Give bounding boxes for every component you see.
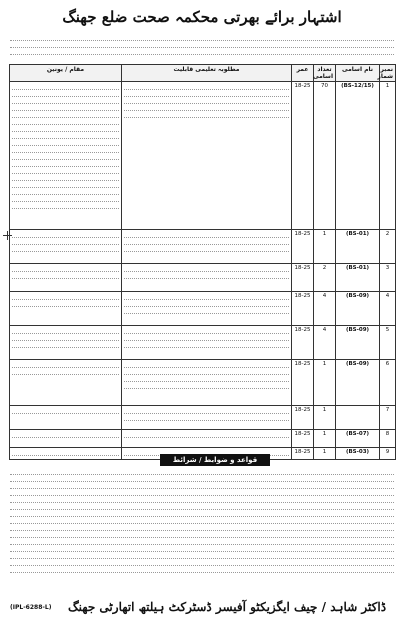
count-cell: 70	[314, 82, 336, 230]
count-cell: 2	[314, 264, 336, 292]
serial-cell: 9	[380, 448, 396, 460]
age-cell: 18-25	[292, 264, 314, 292]
signature-block: ڈاکٹر شاہد / چیف ایگزیکٹو آفیسر ڈسٹرکٹ ہیلتھ اتھارٹی جھنگ	[67, 600, 387, 614]
count-cell: 1	[314, 406, 336, 430]
count-cell: 4	[314, 292, 336, 326]
qualification-cell	[122, 82, 292, 230]
location-cell	[10, 230, 122, 264]
table-row	[10, 264, 396, 292]
serial-cell: 6	[380, 360, 396, 406]
post-cell: (BS-03)	[336, 448, 380, 460]
header-post: نام اسامی	[336, 65, 380, 82]
serial-cell: 1	[380, 82, 396, 230]
qualification-cell	[122, 406, 292, 430]
qualification-cell	[122, 230, 292, 264]
header-location: مقام / یونین	[10, 65, 122, 82]
vacancy-table	[9, 64, 396, 460]
table-row	[10, 292, 396, 326]
age-cell: 18-25	[292, 292, 314, 326]
post-cell	[336, 406, 380, 430]
age-cell: 18-25	[292, 430, 314, 448]
rules-list	[10, 468, 394, 586]
serial-cell: 2	[380, 230, 396, 264]
table-row	[10, 82, 396, 230]
count-cell: 1	[314, 230, 336, 264]
location-cell	[10, 82, 122, 230]
table-row	[10, 430, 396, 448]
serial-cell: 4	[380, 292, 396, 326]
serial-cell: 3	[380, 264, 396, 292]
location-cell	[10, 406, 122, 430]
age-cell: 18-25	[292, 360, 314, 406]
serial-cell: 5	[380, 326, 396, 360]
intro-paragraph	[10, 34, 394, 62]
qualification-cell	[122, 360, 292, 406]
qualification-cell	[122, 264, 292, 292]
table-header-row	[10, 65, 396, 82]
age-cell: 18-25	[292, 230, 314, 264]
count-cell: 1	[314, 448, 336, 460]
location-cell	[10, 360, 122, 406]
location-cell	[10, 264, 122, 292]
post-cell: (BS-09)	[336, 360, 380, 406]
location-cell	[10, 430, 122, 448]
header-age: عمر	[292, 65, 314, 82]
serial-cell: 7	[380, 406, 396, 430]
page-title: اشتہار برائے بھرتی محکمہ صحت ضلع جھنگ	[62, 8, 342, 26]
reference-code: (IPL-6288-L)	[10, 604, 52, 611]
header-serial: نمبر شمار	[380, 65, 396, 82]
post-cell: (BS-01)	[336, 230, 380, 264]
qualification-cell	[122, 326, 292, 360]
count-cell: 4	[314, 326, 336, 360]
age-cell: 18-25	[292, 406, 314, 430]
table-row	[10, 406, 396, 430]
post-cell: (BS-07)	[336, 430, 380, 448]
post-cell: (BS-09)	[336, 292, 380, 326]
location-cell	[10, 292, 122, 326]
age-cell: 18-25	[292, 326, 314, 360]
table-row	[10, 360, 396, 406]
location-cell	[10, 326, 122, 360]
header-count: تعداد اسامی	[314, 65, 336, 82]
table-row	[10, 326, 396, 360]
age-cell: 18-25	[292, 82, 314, 230]
post-cell: (BS-12/15)	[336, 82, 380, 230]
location-cell	[10, 448, 122, 460]
header-qualification: مطلوبہ تعلیمی قابلیت	[122, 65, 292, 82]
qualification-cell	[122, 430, 292, 448]
qualification-cell	[122, 292, 292, 326]
post-cell: (BS-01)	[336, 264, 380, 292]
count-cell: 1	[314, 430, 336, 448]
table-row	[10, 230, 396, 264]
serial-cell: 8	[380, 430, 396, 448]
post-cell: (BS-09)	[336, 326, 380, 360]
age-cell: 18-25	[292, 448, 314, 460]
count-cell: 1	[314, 360, 336, 406]
rules-title: قواعد و ضوابط / شرائط	[160, 454, 270, 466]
crosshair-cursor-icon	[3, 231, 12, 240]
